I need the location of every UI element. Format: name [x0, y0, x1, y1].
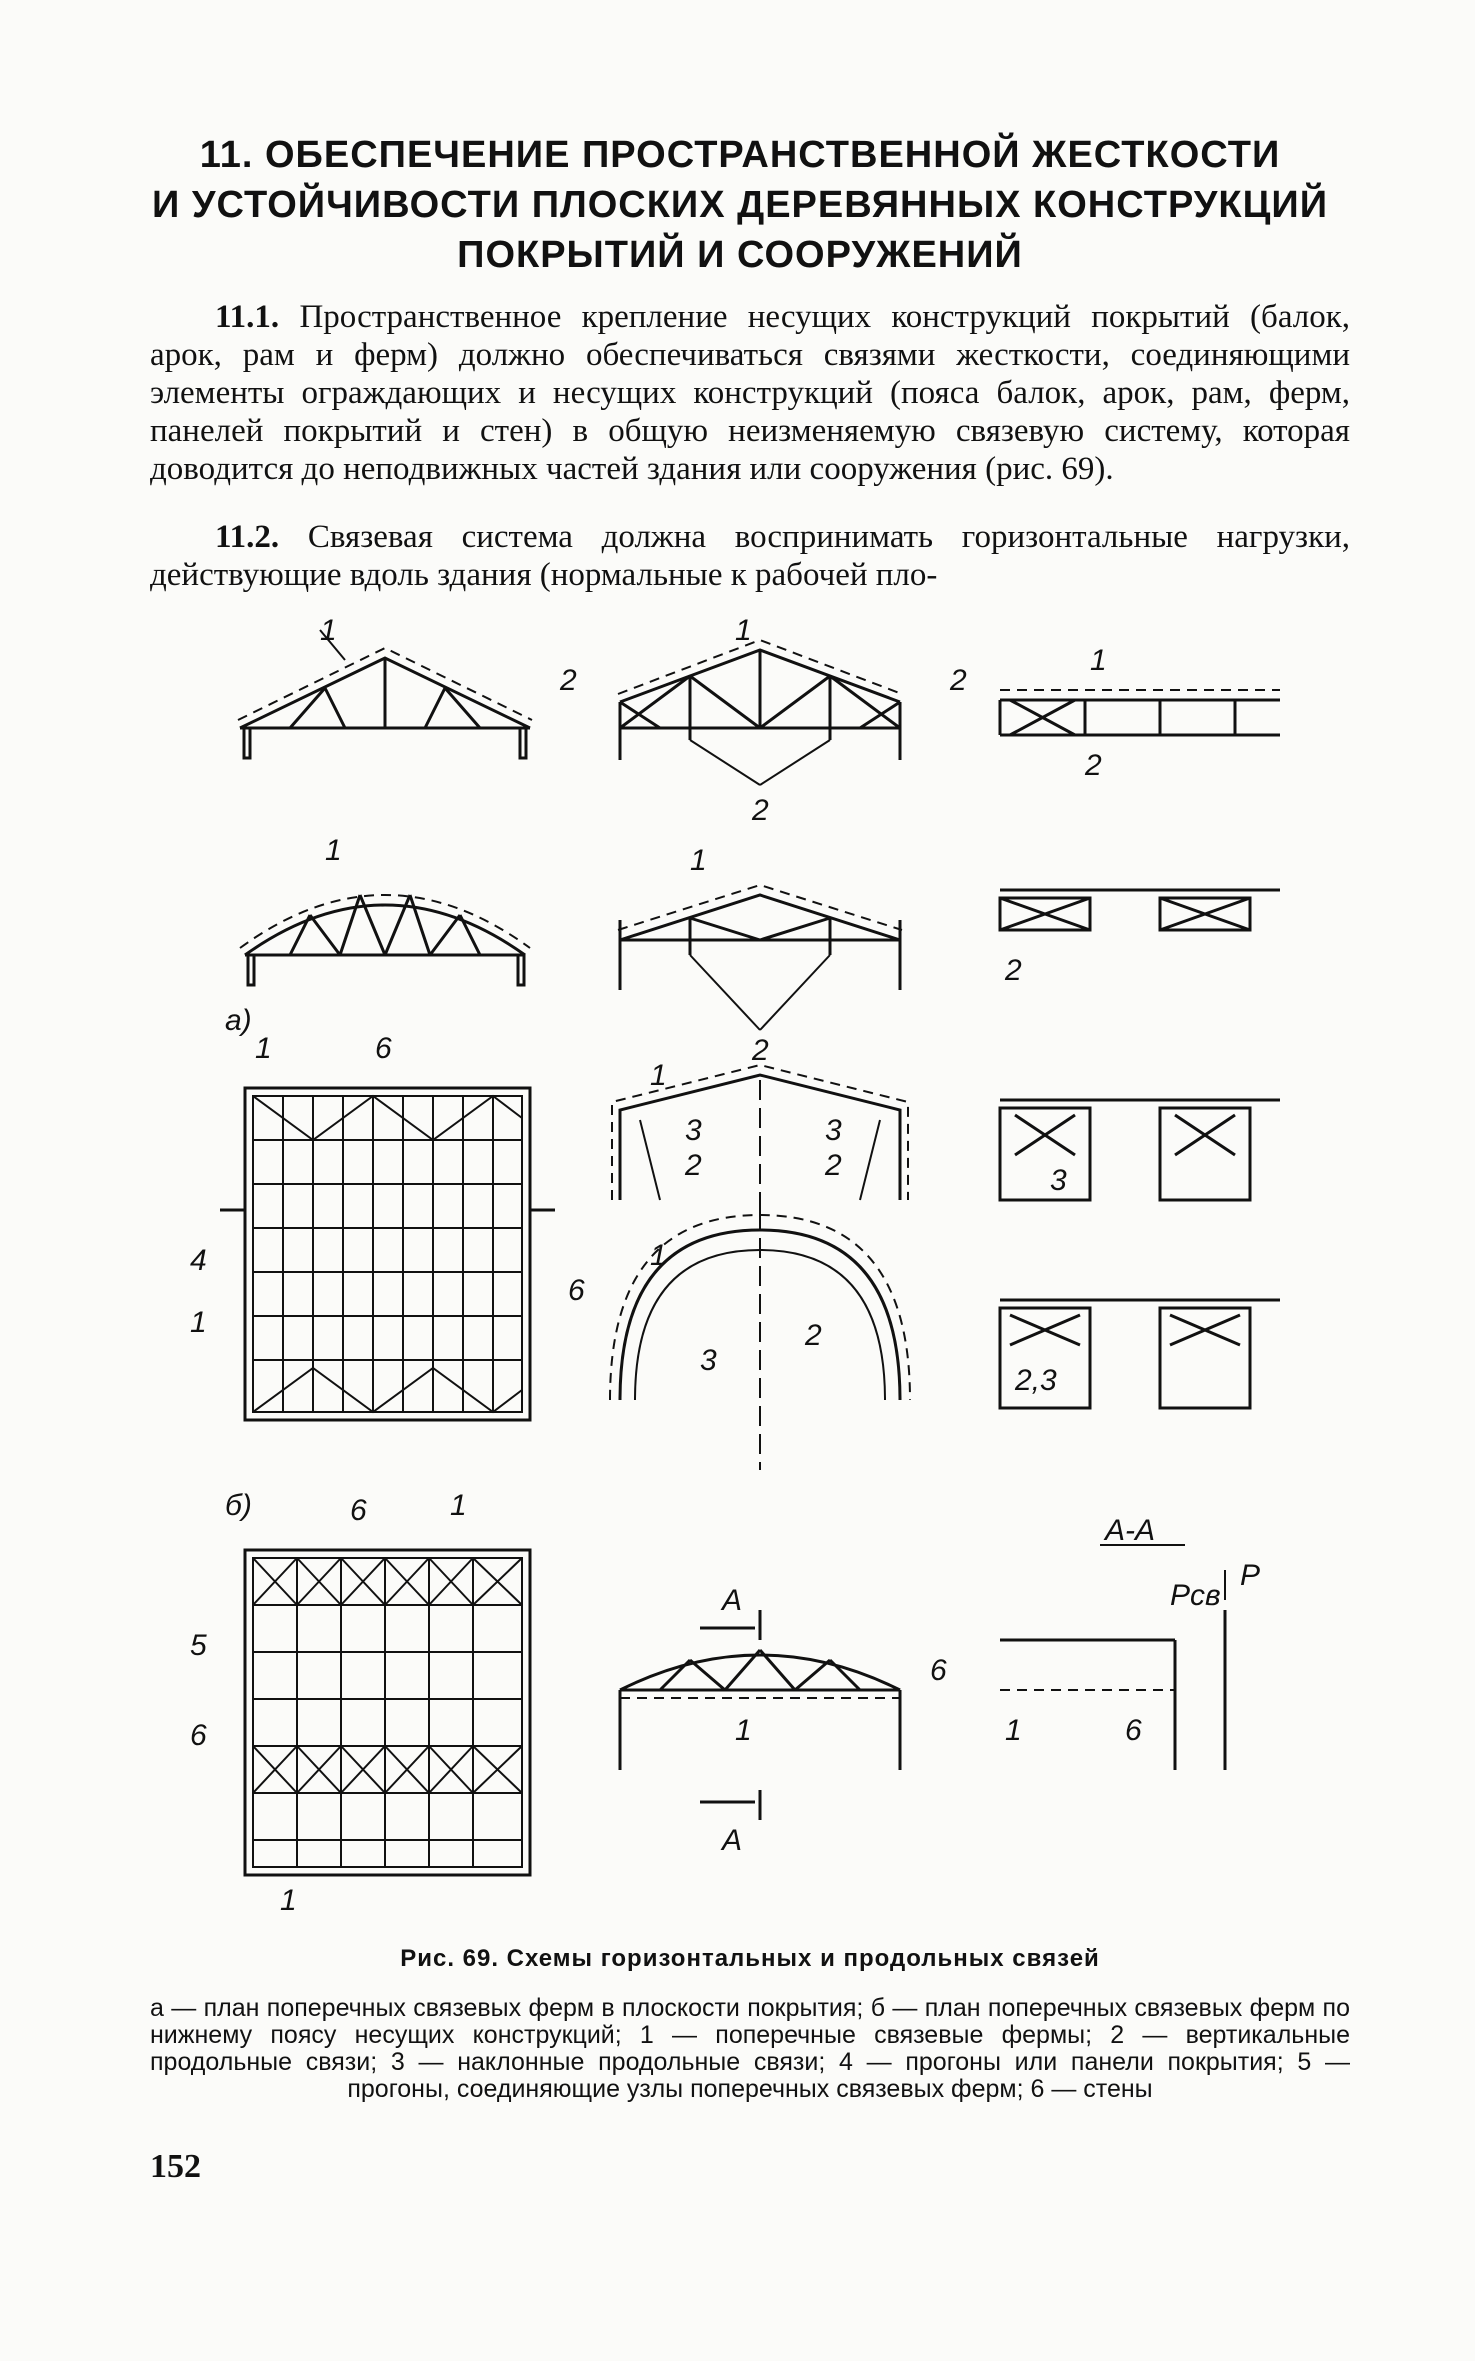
- heading-line: ПОКРЫТИЙ И СООРУЖЕНИЙ: [457, 234, 1023, 276]
- label-2: 2: [950, 664, 967, 697]
- label-6: 6: [375, 1032, 392, 1065]
- figure-69: [0, 610, 1475, 1930]
- label-3: 3: [685, 1114, 702, 1147]
- label-a: а): [225, 1004, 252, 1037]
- portal-frame-diagram: [612, 1059, 908, 1210]
- label-3: 3: [825, 1114, 842, 1147]
- label-1: 1: [280, 1884, 297, 1917]
- inverted-truss-diagram: [618, 844, 902, 1067]
- figure-legend: а — план поперечных связевых ферм в плоскости покрытия; б — план поперечных связевых ферм по нижнему поясу несущих конструкций; 1 — поперечные связевые фермы; 2 — вертикальные продольные связи; 3 — наклонные продольные связи; 4 — прогоны или панели покрытия; 5 — прогоны, соединяющие узлы поперечных связевых ферм; 6 — стены: [150, 1994, 1350, 2103]
- label-2: 2: [685, 1149, 702, 1182]
- triangular-truss-diagram: [238, 614, 532, 758]
- label-1: 1: [1005, 1714, 1022, 1747]
- label-2: 2: [560, 664, 577, 697]
- label-1: 1: [255, 1032, 272, 1065]
- label-2: 2: [752, 1034, 769, 1067]
- label-3: 3: [700, 1344, 717, 1377]
- section-a-a-diagram: [1000, 1514, 1260, 1770]
- label-1: 1: [190, 1306, 207, 1339]
- paragraph-number: 11.2.: [215, 519, 280, 555]
- label-2: 2: [825, 1149, 842, 1182]
- label-6: 6: [568, 1274, 585, 1307]
- label-1: 1: [735, 614, 752, 647]
- paragraph-text: Пространственное крепление несущих конструкций покрытий (балок, арок, рам и ферм) должно обеспечиваться связями жесткости, соединяющими элементы ограждающих и несущих конструкций (пояса балок, арок, рам, ферм, панелей покрытий и стен) в общую неизменяемую связевую систему, которая доводится до неподвижных частей здания или сооружения (рис. 69).: [150, 299, 1351, 487]
- side-elevation-2: [1000, 890, 1280, 987]
- label-pcv: Pсв: [1170, 1579, 1221, 1612]
- label-6: 6: [190, 1719, 207, 1752]
- label-2: 2: [805, 1319, 822, 1352]
- label-2: 2: [752, 794, 769, 827]
- page-number: 152: [150, 2148, 201, 2185]
- label-cut: А: [722, 1584, 743, 1617]
- label-1: 1: [325, 834, 342, 867]
- label-23: 2,3: [1015, 1364, 1057, 1397]
- label-2: 2: [1005, 954, 1022, 987]
- paragraph-text: Связевая система должна воспринимать горизонтальные нагрузки, действующие вдоль здания (нормальные к рабочей пло-: [150, 519, 1351, 593]
- label-6: 6: [1125, 1714, 1142, 1747]
- paragraph-11-2: [150, 518, 1350, 594]
- heading-line: 11. ОБЕСПЕЧЕНИЕ ПРОСТРАНСТВЕННОЙ ЖЕСТКОСТИ: [199, 134, 1281, 176]
- label-1: 1: [1090, 644, 1107, 677]
- section-heading: [140, 130, 1340, 280]
- paragraph-number: 11.1.: [215, 299, 280, 335]
- label-1: 1: [650, 1059, 667, 1092]
- label-1: 1: [450, 1489, 467, 1522]
- arch-diagram: [610, 1210, 910, 1470]
- label-p: P: [1240, 1559, 1261, 1592]
- label-4: 4: [190, 1244, 207, 1277]
- plan-b-diagram: [190, 1489, 530, 1917]
- plan-a-diagram: [190, 1004, 585, 1420]
- side-elevation-4: [1000, 1300, 1280, 1408]
- label-section: А-А: [1105, 1514, 1156, 1547]
- label-cut: А: [722, 1824, 743, 1857]
- label-3: 3: [1050, 1164, 1067, 1197]
- label-1: 1: [690, 844, 707, 877]
- paragraph-11-1: [150, 298, 1350, 488]
- side-elevation-3: [1000, 1100, 1280, 1200]
- label-5: 5: [190, 1629, 207, 1662]
- truss-vertical-ties-diagram: [559, 614, 967, 827]
- label-2: 2: [1085, 749, 1102, 782]
- heading-line: И УСТОЙЧИВОСТИ ПЛОСКИХ ДЕРЕВЯННЫХ КОНСТРУКЦИЙ: [151, 184, 1329, 226]
- label-b: б): [225, 1489, 252, 1522]
- arched-truss-diagram: [240, 834, 530, 985]
- label-1: 1: [735, 1714, 752, 1747]
- label-1: 1: [320, 614, 337, 647]
- label-1: 1: [650, 1239, 667, 1272]
- arched-truss-section-diagram: [620, 1584, 947, 1857]
- side-elevation-1: [1000, 644, 1280, 782]
- label-6: 6: [350, 1494, 367, 1527]
- figure-caption: Рис. 69. Схемы горизонтальных и продольных связей: [400, 1945, 1100, 1972]
- label-6: 6: [930, 1654, 947, 1687]
